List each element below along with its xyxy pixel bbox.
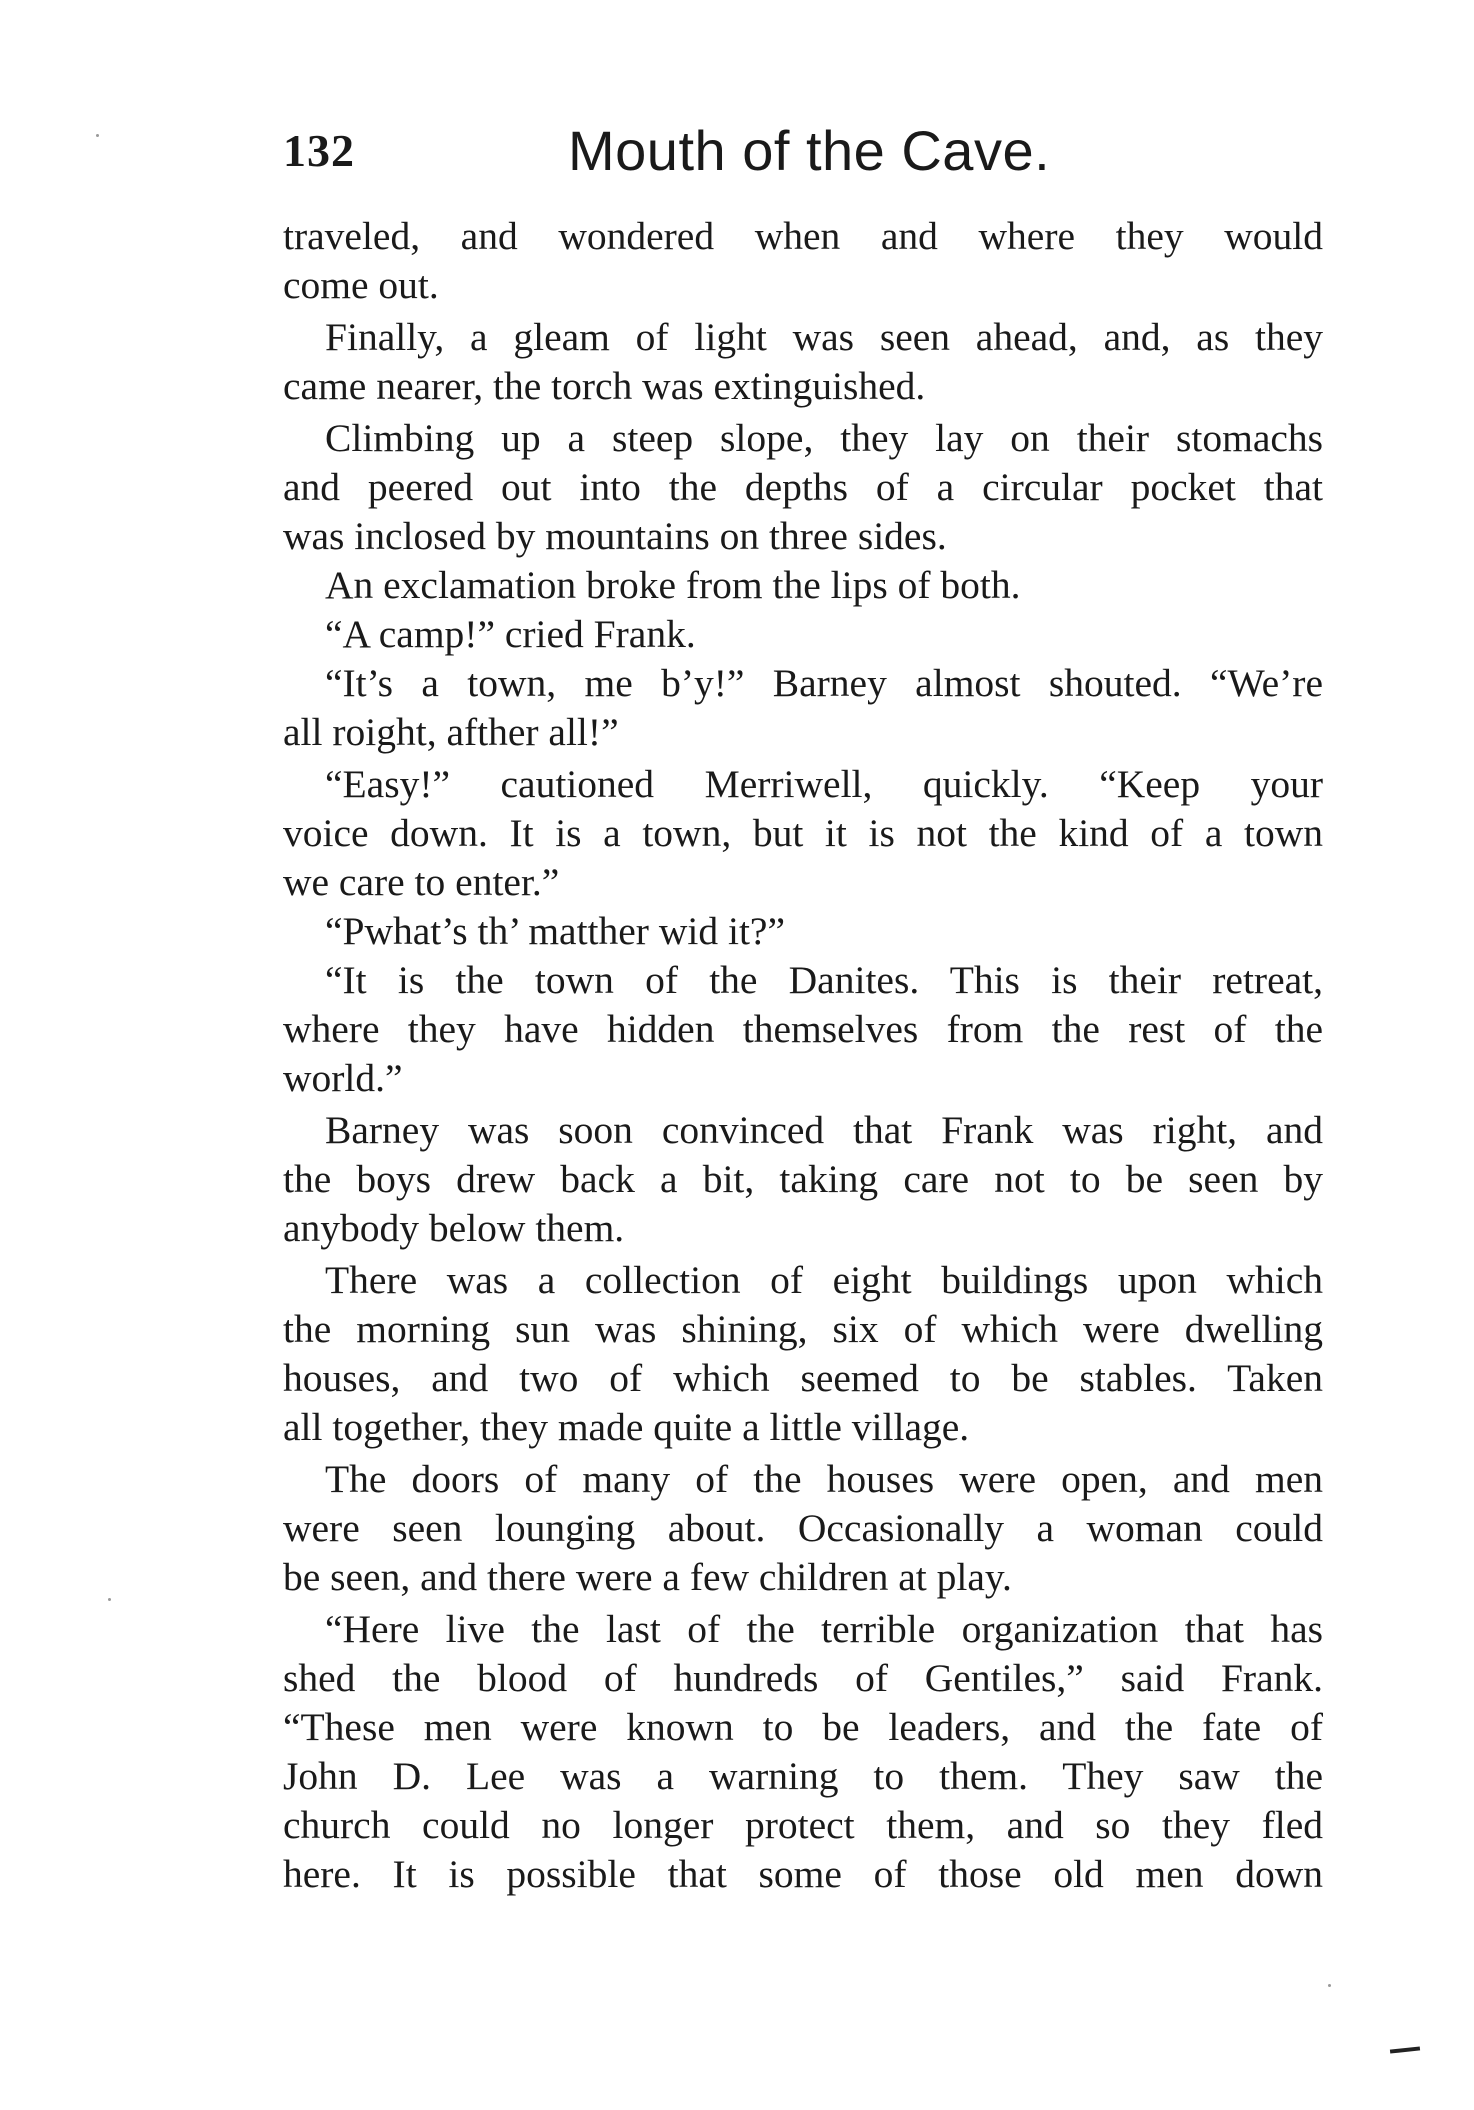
text-line: the morning sun was shining, six of which were dwelling bbox=[283, 1307, 1323, 1351]
text-line: world.” bbox=[283, 1056, 403, 1100]
text-line: where they have hidden themselves from the rest of the bbox=[283, 1007, 1323, 1051]
text-line: The doors of many of the houses were open, and men bbox=[325, 1457, 1323, 1501]
text-line: “Pwhat’s th’ matther wid it?” bbox=[325, 909, 785, 953]
scan-speck bbox=[108, 1598, 111, 1601]
text-line: here. It is possible that some of those old men down bbox=[283, 1852, 1323, 1896]
text-line: John D. Lee was a warning to them. They saw the bbox=[283, 1754, 1323, 1798]
text-line: anybody below them. bbox=[283, 1206, 625, 1250]
text-line: we care to enter.” bbox=[283, 860, 560, 904]
body-text bbox=[283, 212, 1323, 1899]
text-line: “A camp!” cried Frank. bbox=[325, 612, 696, 656]
text-line: “It’s a town, me b’y!” Barney almost shouted. “We’re bbox=[325, 661, 1323, 705]
page-number: 132 bbox=[283, 125, 355, 176]
text-line: the boys drew back a bit, taking care not to be seen by bbox=[283, 1157, 1323, 1201]
text-line: shed the blood of hundreds of Gentiles,” said Frank. bbox=[283, 1656, 1323, 1700]
text-line: all together, they made quite a little village. bbox=[283, 1405, 970, 1449]
text-line: came nearer, the torch was extinguished. bbox=[283, 364, 926, 408]
text-line: come out. bbox=[283, 263, 439, 307]
text-line: Climbing up a steep slope, they lay on their stomachs bbox=[325, 416, 1323, 460]
text-line: and peered out into the depths of a circular pocket that bbox=[283, 465, 1323, 509]
text-line: An exclamation broke from the lips of both. bbox=[325, 563, 1021, 607]
text-line: be seen, and there were a few children at play. bbox=[283, 1555, 1012, 1599]
text-line: “It is the town of the Danites. This is their retreat, bbox=[325, 958, 1323, 1002]
scan-speck bbox=[1328, 1984, 1331, 1987]
text-line: were seen lounging about. Occasionally a woman could bbox=[283, 1506, 1323, 1550]
text-line: was inclosed by mountains on three sides. bbox=[283, 514, 947, 558]
text-line: church could no longer protect them, and so they fled bbox=[283, 1803, 1323, 1847]
text-line: There was a collection of eight buildings upon which bbox=[325, 1258, 1323, 1302]
text-line: “These men were known to be leaders, and the fate of bbox=[283, 1705, 1323, 1749]
text-line: voice down. It is a town, but it is not the kind of a town bbox=[283, 811, 1323, 855]
running-title: Mouth of the Cave. bbox=[568, 119, 1051, 182]
text-line: “Here live the last of the terrible organization that has bbox=[325, 1607, 1323, 1651]
page-header bbox=[283, 118, 1323, 188]
text-line: “Easy!” cautioned Merriwell, quickly. “Keep your bbox=[325, 762, 1323, 806]
print-mark bbox=[1390, 2046, 1420, 2053]
scan-speck bbox=[96, 134, 99, 137]
text-line: traveled, and wondered when and where they would bbox=[283, 214, 1323, 258]
text-line: houses, and two of which seemed to be stables. Taken bbox=[283, 1356, 1323, 1400]
text-line: Barney was soon convinced that Frank was right, and bbox=[325, 1108, 1323, 1152]
text-line: Finally, a gleam of light was seen ahead, and, as they bbox=[325, 315, 1323, 359]
text-line: all roight, afther all!” bbox=[283, 710, 619, 754]
